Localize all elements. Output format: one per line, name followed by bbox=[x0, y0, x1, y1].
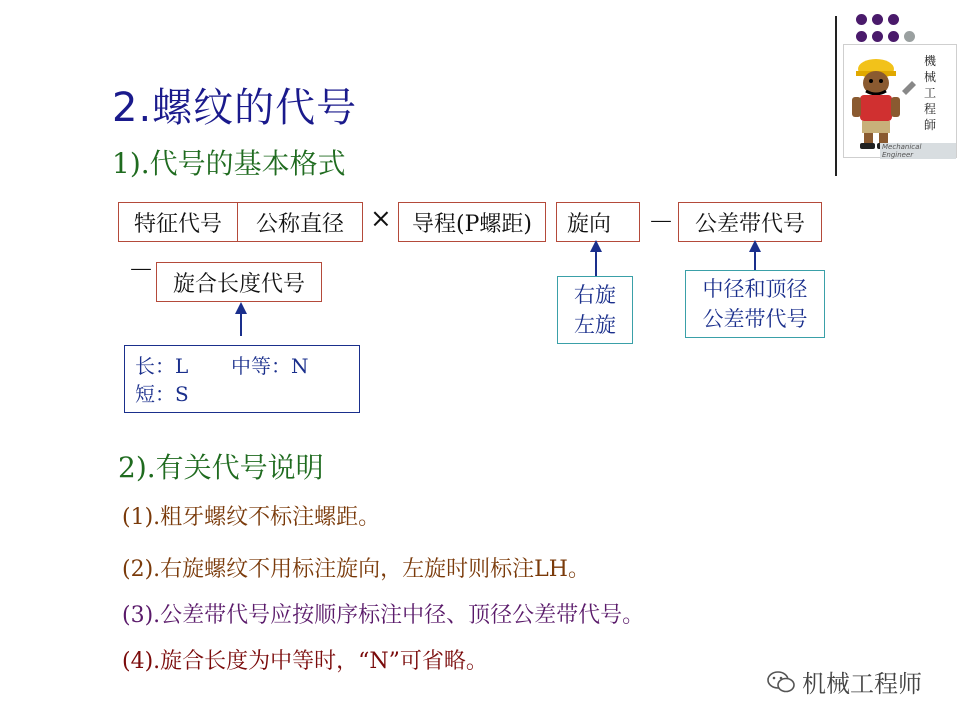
engineer-logo bbox=[843, 44, 957, 158]
dot bbox=[856, 31, 867, 42]
dot bbox=[856, 14, 867, 25]
short-label: 短：S bbox=[135, 382, 189, 406]
dot bbox=[888, 31, 899, 42]
tolerance-note bbox=[685, 270, 825, 338]
wechat-icon bbox=[766, 669, 796, 695]
logo-char: 械 bbox=[923, 70, 936, 84]
tolerance-code-box: 公差带代号 bbox=[678, 202, 822, 242]
section2-heading: 2).有关代号说明 bbox=[118, 451, 324, 484]
length-note bbox=[124, 345, 360, 413]
long-label: 长：L bbox=[135, 354, 189, 378]
dash-symbol: － bbox=[648, 208, 675, 238]
logo-char: 師 bbox=[923, 118, 936, 132]
arrow-up-icon bbox=[754, 250, 756, 270]
note-item: (1).粗牙螺纹不标注螺距。 bbox=[122, 505, 381, 530]
feature-code-box: 特征代号 bbox=[118, 202, 238, 242]
logo-char: 工 bbox=[923, 86, 936, 100]
dot bbox=[904, 31, 915, 42]
dot bbox=[872, 14, 883, 25]
watermark bbox=[766, 664, 922, 699]
dash-symbol: － bbox=[128, 256, 155, 286]
lead-pitch-box: 导程(P螺距) bbox=[398, 202, 546, 242]
divider-line bbox=[835, 16, 837, 176]
nominal-diameter-box: 公称直径 bbox=[237, 202, 363, 242]
logo-vertical-text bbox=[920, 53, 940, 133]
page-title: 2.螺纹的代号 bbox=[112, 85, 358, 131]
dot bbox=[888, 14, 899, 25]
note-item: (4).旋合长度为中等时，“N”可省略。 bbox=[122, 649, 488, 674]
length-note-row1 bbox=[135, 352, 349, 380]
engagement-length-box: 旋合长度代号 bbox=[156, 262, 322, 302]
note-item: (3).公差带代号应按顺序标注中径、顶径公差带代号。 bbox=[122, 603, 645, 628]
medium-label: 中等：N bbox=[231, 354, 309, 378]
direction-left: 左旋 bbox=[574, 313, 616, 337]
arrow-up-icon bbox=[240, 312, 242, 336]
tolerance-note-line: 公差带代号 bbox=[702, 307, 808, 331]
direction-box: 旋向 bbox=[556, 202, 640, 242]
note-item: (2).右旋螺纹不用标注旋向，左旋时则标注LH。 bbox=[122, 557, 590, 582]
section1-heading: 1).代号的基本格式 bbox=[112, 147, 346, 180]
direction-right: 右旋 bbox=[574, 283, 616, 307]
direction-note bbox=[557, 276, 633, 344]
tolerance-note-line: 中径和顶径 bbox=[702, 277, 808, 301]
arrow-up-icon bbox=[595, 250, 597, 276]
logo-char: 程 bbox=[923, 102, 936, 116]
watermark-text: 机械工程师 bbox=[802, 670, 922, 698]
logo-char: 機 bbox=[923, 54, 936, 68]
logo-caption: Mechanical Engineer bbox=[880, 143, 956, 159]
engineer-figure-icon bbox=[846, 51, 922, 151]
dot bbox=[872, 31, 883, 42]
times-symbol: × bbox=[370, 204, 392, 234]
